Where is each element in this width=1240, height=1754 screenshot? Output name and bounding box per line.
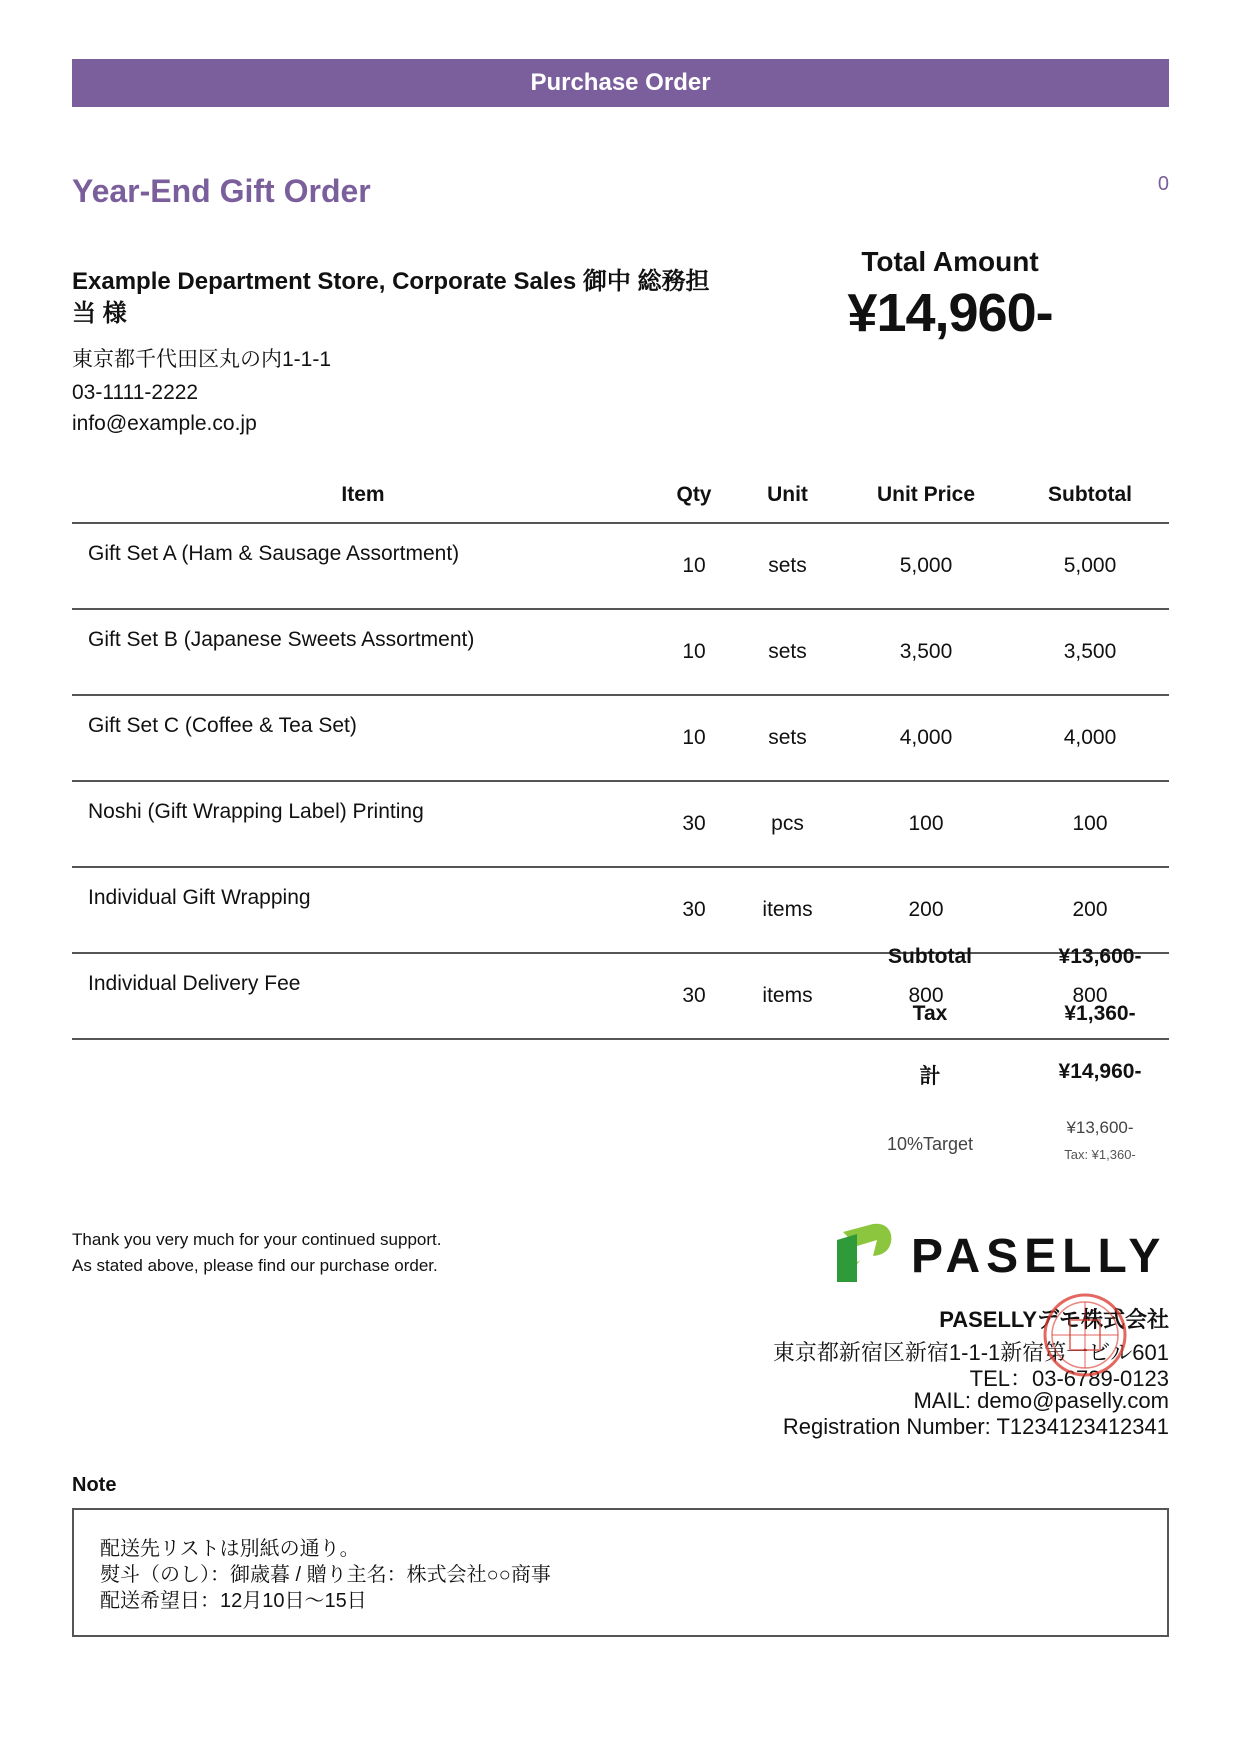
- unit-price-cell: 800: [841, 953, 1011, 1039]
- column-header-subtotal: Subtotal: [1011, 468, 1169, 523]
- summary-tax-label: Tax: [912, 1002, 948, 1025]
- unit-price-cell: 100: [841, 781, 1011, 867]
- qty-cell: 30: [654, 867, 734, 953]
- recipient-name: Example Department Store, Corporate Sales 御中 総務担当 様: [72, 268, 710, 327]
- company-tel: TEL：03-6789-0123: [969, 1366, 1169, 1391]
- company-logo: [837, 1222, 1169, 1284]
- summary-total-value: ¥14,960-: [1058, 1060, 1142, 1083]
- recipient-email: info@example.co.jp: [72, 412, 257, 435]
- table-row: [72, 523, 1169, 609]
- summary-total-label: 計: [919, 1065, 941, 1088]
- thanks-message-line1: Thank you very much for your continued support.: [72, 1230, 442, 1249]
- subtotal-cell: 200: [1011, 867, 1169, 953]
- thanks-message-line2: As stated above, please find our purchase order.: [72, 1256, 438, 1275]
- subtotal-cell: 4,000: [1011, 695, 1169, 781]
- note-box: [72, 1508, 1169, 1637]
- summary-subtotal-value: ¥13,600-: [1058, 945, 1142, 968]
- column-header-item: Item: [72, 468, 654, 523]
- qty-cell: 30: [654, 781, 734, 867]
- total-amount-value: ¥14,960-: [847, 283, 1053, 343]
- unit-price-cell: 5,000: [841, 523, 1011, 609]
- qty-cell: 10: [654, 695, 734, 781]
- table-header-row: [72, 468, 1169, 523]
- item-name-cell: Noshi (Gift Wrapping Label) Printing: [72, 781, 654, 867]
- summary-subtotal-label: Subtotal: [888, 945, 972, 968]
- table-row: [72, 867, 1169, 953]
- order-title: Year-End Gift Order: [72, 173, 371, 209]
- company-registration: Registration Number: T1234123412341: [782, 1414, 1169, 1439]
- document-type-title: Purchase Order: [530, 69, 711, 96]
- item-name-cell: Gift Set A (Ham & Sausage Assortment): [72, 523, 654, 609]
- column-header-unit-price: Unit Price: [841, 468, 1011, 523]
- tax-target-label: 10%Target: [886, 1134, 974, 1154]
- subtotal-cell: 5,000: [1011, 523, 1169, 609]
- unit-cell: pcs: [734, 781, 841, 867]
- item-name-cell: Gift Set C (Coffee & Tea Set): [72, 695, 654, 781]
- company-name: PASELLYデモ株式会社: [939, 1307, 1169, 1332]
- company-mail: MAIL: demo@paselly.com: [913, 1388, 1169, 1413]
- column-header-qty: Qty: [654, 468, 734, 523]
- logo-wordmark: PASELLY: [911, 1230, 1167, 1283]
- qty-cell: 10: [654, 523, 734, 609]
- total-amount-label: Total Amount: [861, 246, 1039, 277]
- unit-cell: items: [734, 867, 841, 953]
- subtotal-cell: 800: [1011, 953, 1169, 1039]
- tax-target-tax: Tax: ¥1,360-: [1064, 1147, 1136, 1162]
- column-header-unit: Unit: [734, 468, 841, 523]
- table-row: [72, 609, 1169, 695]
- note-line: 配送先リストは別紙の通り。: [100, 1538, 360, 1560]
- unit-price-cell: 4,000: [841, 695, 1011, 781]
- recipient-address: 東京都千代田区丸の内1-1-1: [72, 348, 332, 371]
- unit-cell: items: [734, 953, 841, 1039]
- item-name-cell: Gift Set B (Japanese Sweets Assortment): [72, 609, 654, 695]
- table-row: [72, 695, 1169, 781]
- unit-price-cell: 3,500: [841, 609, 1011, 695]
- unit-price-cell: 200: [841, 867, 1011, 953]
- note-line: 配送希望日：12月10日〜15日: [100, 1590, 367, 1612]
- recipient-phone: 03-1111-2222: [72, 381, 199, 404]
- document-header-bar: [72, 59, 1169, 107]
- subtotal-cell: 3,500: [1011, 609, 1169, 695]
- note-line: 熨斗（のし）：御歳暮 / 贈り主名：株式会社○○商事: [100, 1564, 551, 1586]
- unit-cell: sets: [734, 523, 841, 609]
- company-address: 東京都新宿区新宿1-1-1新宿第一ビル601: [772, 1340, 1169, 1365]
- subtotal-cell: 100: [1011, 781, 1169, 867]
- order-number: 0: [1157, 173, 1169, 195]
- unit-cell: sets: [734, 695, 841, 781]
- tax-target-base: ¥13,600-: [1066, 1118, 1134, 1137]
- unit-cell: sets: [734, 609, 841, 695]
- table-row: [72, 781, 1169, 867]
- company-seal-stamp: [1040, 1290, 1130, 1380]
- item-name-cell: Individual Delivery Fee: [72, 953, 654, 1039]
- summary-tax-value: ¥1,360-: [1064, 1002, 1136, 1025]
- note-label: Note: [72, 1474, 117, 1496]
- qty-cell: 30: [654, 953, 734, 1039]
- logo-mark-icon: [837, 1224, 891, 1282]
- qty-cell: 10: [654, 609, 734, 695]
- item-name-cell: Individual Gift Wrapping: [72, 867, 654, 953]
